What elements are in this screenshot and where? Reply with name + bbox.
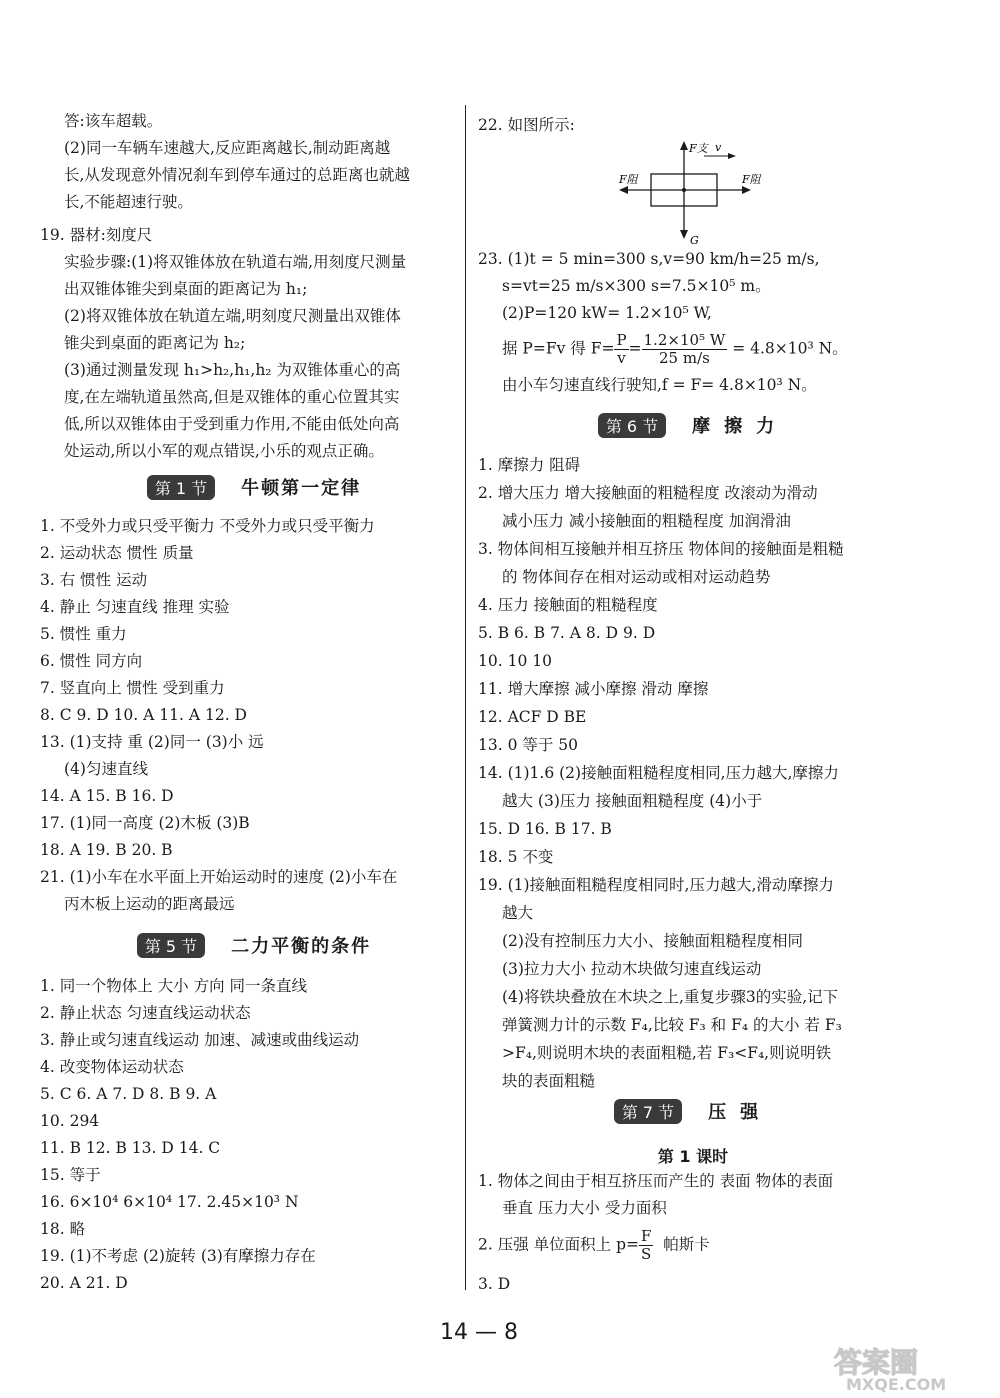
text-line: 出双锥体锥尖到桌面的距离记为 h₁; <box>64 280 308 298</box>
text-line: >F₄,则说明木块的表面粗糙,若 F₃<F₄,则说明铁 <box>502 1044 832 1062</box>
text-line: 22. 如图所示: <box>478 116 575 134</box>
text-line: 4. 静止 匀速直线 推理 实验 <box>40 598 230 616</box>
text-line: 5. B 6. B 7. A 8. D 9. D <box>478 624 656 642</box>
text-line: 18. 5 不变 <box>478 848 554 866</box>
text-line: 10. 294 <box>40 1112 100 1130</box>
formula-line <box>478 332 848 367</box>
text-line: 答:该车超载。 <box>64 112 163 130</box>
text-line: 越大 (3)压力 接触面粗糙程度 (4)小于 <box>502 792 763 810</box>
text-line: (2)同一车辆车速越大,反应距离越长,制动距离越 <box>64 139 391 157</box>
text-line: 19. 器材:刻度尺 <box>40 226 153 244</box>
text-line: 19. (1)不考虑 (2)旋转 (3)有摩擦力存在 <box>40 1247 316 1265</box>
text-line: 的 物体间存在相对运动或相对运动趋势 <box>502 568 771 586</box>
text-line: 块的表面粗糙 <box>502 1072 596 1090</box>
text-line: 2. 静止状态 匀速直线运动状态 <box>40 1004 251 1022</box>
fraction-denominator: S <box>641 1245 652 1263</box>
fraction-power-over-speed <box>642 332 728 367</box>
text-line: 4. 改变物体运动状态 <box>40 1058 184 1076</box>
formula-line <box>478 1228 710 1263</box>
section-title: 压强 <box>708 1102 773 1123</box>
watermark-top-text: 答案圈 <box>834 1346 919 1379</box>
text-line: 度,在左端轨道虽然高,但是双锥体的重心位置其实 <box>64 388 400 406</box>
arrow-right-icon <box>742 186 751 194</box>
text-line: 15. 等于 <box>40 1166 101 1184</box>
text-line: 14. A 15. B 16. D <box>40 787 174 805</box>
arrow-down-icon <box>680 230 688 239</box>
text-line: 3. 物体间相互接触并相互挤压 物体间的接触面是粗糙 <box>478 540 844 558</box>
watermark-logo <box>826 1342 996 1394</box>
text-line: 1. 摩擦力 阻碍 <box>478 456 581 474</box>
text-line: 2. 增大压力 增大接触面的粗糙程度 改滚动为滑动 <box>478 484 818 502</box>
section-heading <box>478 408 908 442</box>
section-badge: 第 1 节 <box>147 475 215 500</box>
text-line: 18. A 19. B 20. B <box>40 841 173 859</box>
section-badge: 第 5 节 <box>137 933 205 958</box>
text-line: 23. (1)t = 5 min=300 s,v=90 km/h=25 m/s, <box>478 250 820 268</box>
text-line: 长,从发现意外情况刹车到停车通过的总距离也就越 <box>64 166 410 184</box>
text-line: 1. 不受外力或只受平衡力 不受外力或只受平衡力 <box>40 517 375 535</box>
text-line: 18. 略 <box>40 1220 86 1238</box>
text-line: 21. (1)小车在水平面上开始运动时的速度 (2)小车在 <box>40 868 398 886</box>
formula-result: = 4.8×10³ N。 <box>732 339 848 358</box>
text-line: (3)通过测量发现 h₁>h₂,h₁,h₂ 为双锥体重心的高 <box>64 361 401 379</box>
formula-prefix: 2. 压强 单位面积上 p= <box>478 1235 639 1254</box>
velocity-label: v <box>715 141 722 154</box>
text-line: 3. 静止或匀速直线运动 加速、减速或曲线运动 <box>40 1031 360 1049</box>
fraction-p-over-v <box>614 332 628 367</box>
support-force-label: F支 <box>689 142 708 155</box>
text-line: 垂直 压力大小 受力面积 <box>502 1199 667 1217</box>
fraction-denominator: v <box>617 349 626 367</box>
text-line: 1. 物体之间由于相互挤压而产生的 表面 物体的表面 <box>478 1172 834 1190</box>
text-line: 4. 压力 接触面的粗糙程度 <box>478 596 658 614</box>
text-line: 15. D 16. B 17. B <box>478 820 612 838</box>
velocity-arrow-icon <box>728 153 736 159</box>
text-line: 低,所以双锥体由于受到重力作用,不能由低处向高 <box>64 415 400 433</box>
text-line: 1. 同一个物体上 大小 方向 同一条直线 <box>40 977 307 995</box>
text-line: 锥尖到桌面的距离记为 h₂; <box>64 334 246 352</box>
center-point <box>682 188 686 192</box>
text-line: 17. (1)同一高度 (2)木板 (3)B <box>40 814 250 832</box>
text-line: 11. B 12. B 13. D 14. C <box>40 1139 221 1157</box>
text-line: s=vt=25 m/s×300 s=7.5×10⁵ m。 <box>502 277 771 295</box>
section-badge: 第 6 节 <box>598 413 666 438</box>
fraction-numerator: F <box>640 1227 652 1245</box>
text-line: 处运动,所以小军的观点错误,小乐的观点正确。 <box>64 442 384 460</box>
formula-suffix: 帕斯卡 <box>663 1235 710 1254</box>
force-diagram <box>614 136 774 248</box>
text-line: 14. (1)1.6 (2)接触面粗糙程度相同,压力越大,摩擦力 <box>478 764 839 782</box>
text-line: 3. 右 惯性 运动 <box>40 571 148 589</box>
text-line: 5. C 6. A 7. D 8. B 9. A <box>40 1085 217 1103</box>
arrow-up-icon <box>680 141 688 150</box>
text-line: 2. 运动状态 惯性 质量 <box>40 544 194 562</box>
text-line: 16. 6×10⁴ 6×10⁴ 17. 2.45×10³ N <box>40 1193 299 1211</box>
text-line: 长,不能超速行驶。 <box>64 193 193 211</box>
section-heading <box>40 470 468 504</box>
text-line: 13. 0 等于 50 <box>478 736 579 754</box>
fraction-f-over-s <box>639 1228 653 1263</box>
column-divider <box>465 105 466 1290</box>
section-badge: 第 7 节 <box>614 1099 682 1124</box>
text-line: 13. (1)支持 重 (2)同一 (3)小 远 <box>40 733 264 751</box>
page-number: 14 — 8 <box>440 1320 518 1345</box>
section-heading <box>40 928 468 962</box>
text-line: 20. A 21. D <box>40 1274 128 1292</box>
text-line: 实验步骤:(1)将双锥体放在轨道右端,用刻度尺测量 <box>64 253 407 271</box>
text-line: 减小压力 减小接触面的粗糙程度 加润滑油 <box>502 512 791 530</box>
text-line: (2)没有控制压力大小、接触面粗糙程度相同 <box>502 932 803 950</box>
fraction-denominator: 25 m/s <box>658 349 710 367</box>
section-heading <box>478 1094 908 1128</box>
text-line: 弹簧测力计的示数 F₄,比较 F₃ 和 F₄ 的大小 若 F₃ <box>502 1016 842 1034</box>
text-line: 11. 增大摩擦 减小摩擦 滑动 摩擦 <box>478 680 709 698</box>
text-line: 3. D <box>478 1275 511 1293</box>
gravity-label: G <box>690 234 699 247</box>
text-line: 丙木板上运动的距离最远 <box>64 895 235 913</box>
text-line: 越大 <box>502 904 534 922</box>
watermark-bottom-text: MXQE.COM <box>846 1375 947 1394</box>
section-title: 牛顿第一定律 <box>241 478 362 499</box>
subsection-title: 第 1 课时 <box>657 1147 729 1166</box>
fraction-numerator: 1.2×10⁵ W <box>643 331 726 349</box>
text-line: 8. C 9. D 10. A 11. A 12. D <box>40 706 247 724</box>
text-line: 19. (1)接触面粗糙程度相同时,压力越大,滑动摩擦力 <box>478 876 834 894</box>
friction-right-label: F阻 <box>742 173 761 186</box>
text-line: 12. ACF D BE <box>478 708 587 726</box>
section-title: 摩擦力 <box>692 416 789 437</box>
text-line: 10. 10 10 <box>478 652 552 670</box>
text-line: (2)将双锥体放在轨道左端,明刻度尺测量出双锥体 <box>64 307 401 325</box>
formula-prefix: 据 P=Fv 得 F= <box>502 339 615 358</box>
friction-left-label: F阻 <box>619 173 638 186</box>
text-line: 6. 惯性 同方向 <box>40 652 143 670</box>
text-line: (4)将铁块叠放在木块之上,重复步骤3的实验,记下 <box>502 988 839 1006</box>
text-line: (4)匀速直线 <box>64 760 148 778</box>
text-line: 5. 惯性 重力 <box>40 625 127 643</box>
arrow-left-icon <box>619 186 628 194</box>
equals-sign: = <box>628 339 642 358</box>
section-title: 二力平衡的条件 <box>231 936 372 957</box>
text-line: (2)P=120 kW= 1.2×10⁵ W, <box>502 304 712 322</box>
text-line: 7. 竖直向上 惯性 受到重力 <box>40 679 225 697</box>
text-line: 由小车匀速直线行驶知,f = F= 4.8×10³ N。 <box>502 376 817 394</box>
fraction-numerator: P <box>616 331 627 349</box>
text-line: (3)拉力大小 拉动木块做匀速直线运动 <box>502 960 762 978</box>
